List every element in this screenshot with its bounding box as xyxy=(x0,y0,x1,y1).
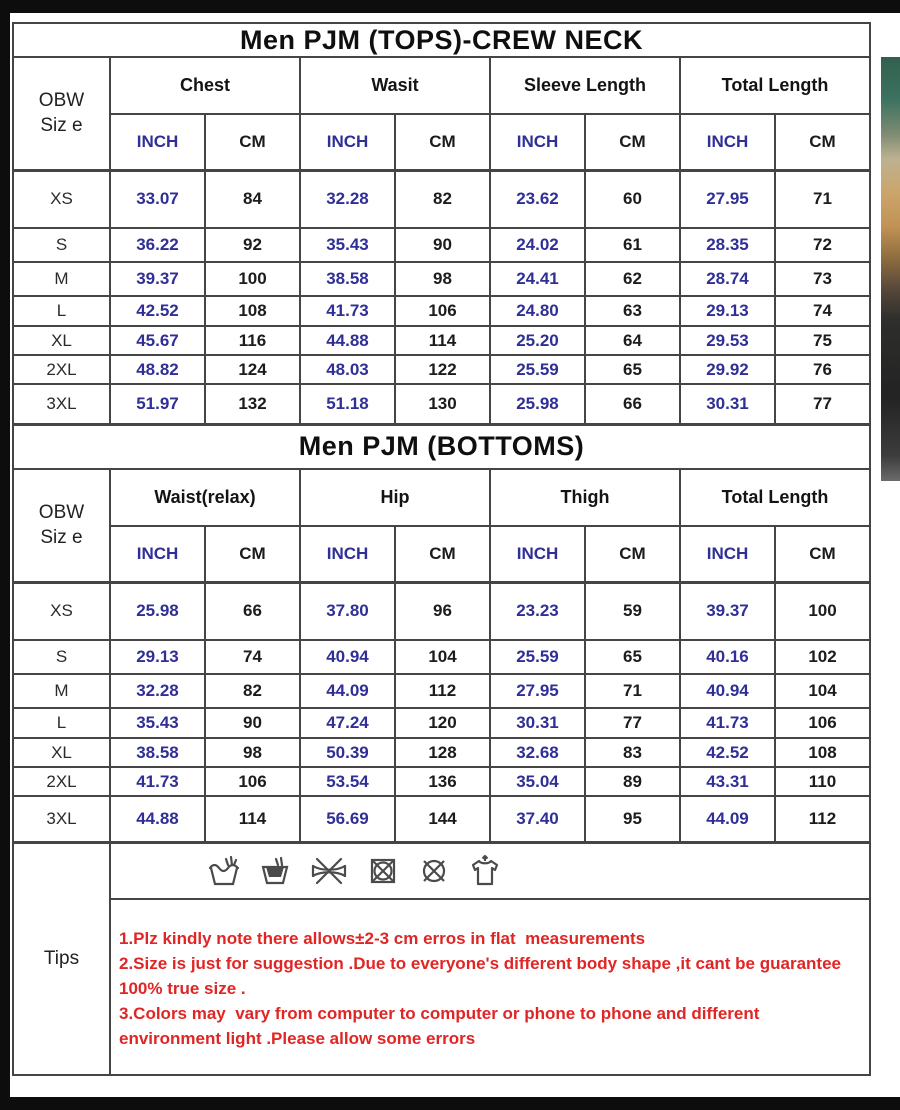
unit-header-cm: CM xyxy=(775,526,870,582)
unit-header-inch: INCH xyxy=(490,114,585,170)
total-cm-value: 74 xyxy=(775,296,870,326)
chest-inch-value: 42.52 xyxy=(110,296,205,326)
sleeve-inch-value: 25.59 xyxy=(490,355,585,384)
total-cm-value: 77 xyxy=(775,384,870,424)
sleeve-inch-value: 24.80 xyxy=(490,296,585,326)
waist-inch-value: 48.03 xyxy=(300,355,395,384)
waist-inch-value: 41.73 xyxy=(300,296,395,326)
waist-relax-inch-value: 44.88 xyxy=(110,796,205,842)
table-row xyxy=(13,262,870,296)
waist-cm-value: 106 xyxy=(395,296,490,326)
total-cm-value: 108 xyxy=(775,738,870,767)
sleeve-inch-value: 24.02 xyxy=(490,228,585,262)
tops-title: Men PJM (TOPS)-CREW NECK xyxy=(13,23,870,57)
table-row xyxy=(13,326,870,355)
unit-header-inch: INCH xyxy=(110,526,205,582)
chest-inch-value: 36.22 xyxy=(110,228,205,262)
size-cell: 2XL xyxy=(13,355,110,384)
do-not-tumble-dry-icon xyxy=(365,853,401,889)
waist-inch-value: 35.43 xyxy=(300,228,395,262)
tips-line-1: 1.Plz kindly note there allows±2-3 cm erros in flat measurements xyxy=(119,929,646,948)
waist-cm-value: 130 xyxy=(395,384,490,424)
sleeve-cm-value: 60 xyxy=(585,170,680,228)
sleeve-cm-value: 66 xyxy=(585,384,680,424)
tops-group-chest: Chest xyxy=(110,57,300,114)
table-row xyxy=(13,384,870,424)
size-cell: 3XL xyxy=(13,796,110,842)
care-icons-row xyxy=(110,842,870,899)
thigh-inch-value: 30.31 xyxy=(490,708,585,738)
thigh-inch-value: 32.68 xyxy=(490,738,585,767)
tops-group-total-length: Total Length xyxy=(680,57,870,114)
total-cm-value: 112 xyxy=(775,796,870,842)
total-inch-value: 29.13 xyxy=(680,296,775,326)
chest-inch-value: 48.82 xyxy=(110,355,205,384)
do-not-wring-icon xyxy=(308,853,350,889)
waist-cm-value: 98 xyxy=(395,262,490,296)
waist-relax-cm-value: 90 xyxy=(205,708,300,738)
sleeve-inch-value: 25.98 xyxy=(490,384,585,424)
total-cm-value: 76 xyxy=(775,355,870,384)
size-cell: XS xyxy=(13,582,110,640)
total-inch-value: 40.94 xyxy=(680,674,775,708)
table-row xyxy=(13,23,870,57)
tops-size-column-header xyxy=(13,57,110,170)
total-cm-value: 104 xyxy=(775,674,870,708)
chest-cm-value: 100 xyxy=(205,262,300,296)
hip-inch-value: 50.39 xyxy=(300,738,395,767)
waist-relax-cm-value: 82 xyxy=(205,674,300,708)
waist-inch-value: 51.18 xyxy=(300,384,395,424)
thigh-cm-value: 77 xyxy=(585,708,680,738)
unit-header-cm: CM xyxy=(775,114,870,170)
chest-cm-value: 124 xyxy=(205,355,300,384)
size-cell: XL xyxy=(13,326,110,355)
thigh-cm-value: 89 xyxy=(585,767,680,796)
unit-header-inch: INCH xyxy=(680,526,775,582)
chest-cm-value: 132 xyxy=(205,384,300,424)
table-row xyxy=(13,796,870,842)
total-inch-value: 29.92 xyxy=(680,355,775,384)
total-inch-value: 44.09 xyxy=(680,796,775,842)
table-row xyxy=(13,526,870,582)
thigh-cm-value: 65 xyxy=(585,640,680,674)
size-cell: L xyxy=(13,708,110,738)
unit-header-inch: INCH xyxy=(300,526,395,582)
chest-inch-value: 33.07 xyxy=(110,170,205,228)
thigh-cm-value: 95 xyxy=(585,796,680,842)
bottoms-size-column-header xyxy=(13,469,110,582)
unit-header-cm: CM xyxy=(205,114,300,170)
unit-header-inch: INCH xyxy=(680,114,775,170)
table-row xyxy=(13,582,870,640)
wash-tub-filled-icon xyxy=(257,853,293,889)
tops-group-waist: Wasit xyxy=(300,57,490,114)
table-row xyxy=(13,114,870,170)
table-row xyxy=(13,228,870,262)
size-header-line2: Siz e xyxy=(40,115,83,137)
hip-inch-value: 53.54 xyxy=(300,767,395,796)
table-row xyxy=(13,57,870,114)
chest-inch-value: 45.67 xyxy=(110,326,205,355)
bottoms-group-hip: Hip xyxy=(300,469,490,526)
hip-cm-value: 96 xyxy=(395,582,490,640)
tips-label: Tips xyxy=(13,842,110,1075)
size-header-line1: OBW xyxy=(38,89,85,111)
size-header-line1: OBW xyxy=(38,501,85,523)
total-inch-value: 43.31 xyxy=(680,767,775,796)
waist-relax-cm-value: 114 xyxy=(205,796,300,842)
table-row xyxy=(13,767,870,796)
product-photo-sliver xyxy=(881,57,900,481)
total-cm-value: 73 xyxy=(775,262,870,296)
waist-inch-value: 38.58 xyxy=(300,262,395,296)
total-inch-value: 39.37 xyxy=(680,582,775,640)
thigh-inch-value: 25.59 xyxy=(490,640,585,674)
waist-relax-inch-value: 38.58 xyxy=(110,738,205,767)
tips-line-2: 2.Size is just for suggestion .Due to everyone's different body shape ,it cant be guarantee 100% true size . xyxy=(119,954,846,998)
table-row xyxy=(13,469,870,526)
tops-group-sleeve-length: Sleeve Length xyxy=(490,57,680,114)
table-row xyxy=(13,170,870,228)
thigh-inch-value: 37.40 xyxy=(490,796,585,842)
total-cm-value: 72 xyxy=(775,228,870,262)
unit-header-inch: INCH xyxy=(490,526,585,582)
bottoms-group-thigh: Thigh xyxy=(490,469,680,526)
table-row xyxy=(13,674,870,708)
unit-header-cm: CM xyxy=(585,526,680,582)
waist-relax-cm-value: 66 xyxy=(205,582,300,640)
left-frame-bar xyxy=(0,0,10,1110)
waist-cm-value: 82 xyxy=(395,170,490,228)
bottom-frame-bar xyxy=(0,1097,900,1110)
sleeve-inch-value: 23.62 xyxy=(490,170,585,228)
sleeve-inch-value: 25.20 xyxy=(490,326,585,355)
wash-tub-icon xyxy=(206,853,242,889)
hip-inch-value: 44.09 xyxy=(300,674,395,708)
chest-cm-value: 116 xyxy=(205,326,300,355)
chest-cm-value: 108 xyxy=(205,296,300,326)
total-cm-value: 102 xyxy=(775,640,870,674)
total-inch-value: 28.74 xyxy=(680,262,775,296)
hip-cm-value: 144 xyxy=(395,796,490,842)
chest-inch-value: 39.37 xyxy=(110,262,205,296)
tips-text-block xyxy=(110,899,870,1075)
unit-header-inch: INCH xyxy=(110,114,205,170)
total-inch-value: 40.16 xyxy=(680,640,775,674)
total-inch-value: 27.95 xyxy=(680,170,775,228)
total-inch-value: 41.73 xyxy=(680,708,775,738)
total-inch-value: 30.31 xyxy=(680,384,775,424)
size-chart-table xyxy=(12,22,871,1076)
unit-header-cm: CM xyxy=(395,526,490,582)
chest-cm-value: 92 xyxy=(205,228,300,262)
table-row xyxy=(13,296,870,326)
size-cell: 2XL xyxy=(13,767,110,796)
unit-header-cm: CM xyxy=(395,114,490,170)
sleeve-cm-value: 63 xyxy=(585,296,680,326)
total-inch-value: 28.35 xyxy=(680,228,775,262)
size-cell: S xyxy=(13,228,110,262)
total-cm-value: 100 xyxy=(775,582,870,640)
waist-relax-cm-value: 106 xyxy=(205,767,300,796)
thigh-cm-value: 71 xyxy=(585,674,680,708)
waist-cm-value: 122 xyxy=(395,355,490,384)
size-cell: L xyxy=(13,296,110,326)
hip-cm-value: 112 xyxy=(395,674,490,708)
do-not-dry-clean-icon xyxy=(416,853,452,889)
hip-cm-value: 104 xyxy=(395,640,490,674)
table-row xyxy=(13,842,870,899)
waist-relax-inch-value: 32.28 xyxy=(110,674,205,708)
size-cell: XS xyxy=(13,170,110,228)
unit-header-cm: CM xyxy=(205,526,300,582)
waist-relax-inch-value: 29.13 xyxy=(110,640,205,674)
size-cell: 3XL xyxy=(13,384,110,424)
hip-cm-value: 128 xyxy=(395,738,490,767)
tips-line-3: 3.Colors may vary from computer to computer or phone to phone and different environment light .Please allow some errors xyxy=(119,1004,765,1048)
total-inch-value: 42.52 xyxy=(680,738,775,767)
waist-relax-cm-value: 98 xyxy=(205,738,300,767)
table-row xyxy=(13,355,870,384)
total-cm-value: 110 xyxy=(775,767,870,796)
table-row xyxy=(13,899,870,1075)
hip-inch-value: 56.69 xyxy=(300,796,395,842)
t-shirt-icon xyxy=(467,853,503,889)
waist-relax-inch-value: 35.43 xyxy=(110,708,205,738)
sleeve-cm-value: 61 xyxy=(585,228,680,262)
thigh-inch-value: 23.23 xyxy=(490,582,585,640)
total-cm-value: 106 xyxy=(775,708,870,738)
table-row xyxy=(13,424,870,469)
unit-header-inch: INCH xyxy=(300,114,395,170)
waist-relax-inch-value: 41.73 xyxy=(110,767,205,796)
hip-inch-value: 37.80 xyxy=(300,582,395,640)
care-icons xyxy=(111,853,869,889)
size-header-line2: Siz e xyxy=(40,527,83,549)
size-cell: S xyxy=(13,640,110,674)
waist-inch-value: 44.88 xyxy=(300,326,395,355)
table-row xyxy=(13,708,870,738)
thigh-inch-value: 35.04 xyxy=(490,767,585,796)
total-cm-value: 71 xyxy=(775,170,870,228)
chest-inch-value: 51.97 xyxy=(110,384,205,424)
bottoms-title: Men PJM (BOTTOMS) xyxy=(13,424,870,469)
waist-cm-value: 114 xyxy=(395,326,490,355)
table-row xyxy=(13,738,870,767)
hip-cm-value: 136 xyxy=(395,767,490,796)
chest-cm-value: 84 xyxy=(205,170,300,228)
unit-header-cm: CM xyxy=(585,114,680,170)
hip-cm-value: 120 xyxy=(395,708,490,738)
thigh-cm-value: 83 xyxy=(585,738,680,767)
waist-inch-value: 32.28 xyxy=(300,170,395,228)
top-frame-bar xyxy=(0,0,900,13)
thigh-cm-value: 59 xyxy=(585,582,680,640)
thigh-inch-value: 27.95 xyxy=(490,674,585,708)
waist-cm-value: 90 xyxy=(395,228,490,262)
hip-inch-value: 47.24 xyxy=(300,708,395,738)
size-cell: XL xyxy=(13,738,110,767)
bottoms-group-total-length: Total Length xyxy=(680,469,870,526)
size-cell: M xyxy=(13,262,110,296)
sleeve-cm-value: 64 xyxy=(585,326,680,355)
table-row xyxy=(13,640,870,674)
size-cell: M xyxy=(13,674,110,708)
waist-relax-cm-value: 74 xyxy=(205,640,300,674)
hip-inch-value: 40.94 xyxy=(300,640,395,674)
sleeve-cm-value: 65 xyxy=(585,355,680,384)
bottoms-group-waist-relax: Waist(relax) xyxy=(110,469,300,526)
total-inch-value: 29.53 xyxy=(680,326,775,355)
total-cm-value: 75 xyxy=(775,326,870,355)
sleeve-inch-value: 24.41 xyxy=(490,262,585,296)
waist-relax-inch-value: 25.98 xyxy=(110,582,205,640)
sleeve-cm-value: 62 xyxy=(585,262,680,296)
